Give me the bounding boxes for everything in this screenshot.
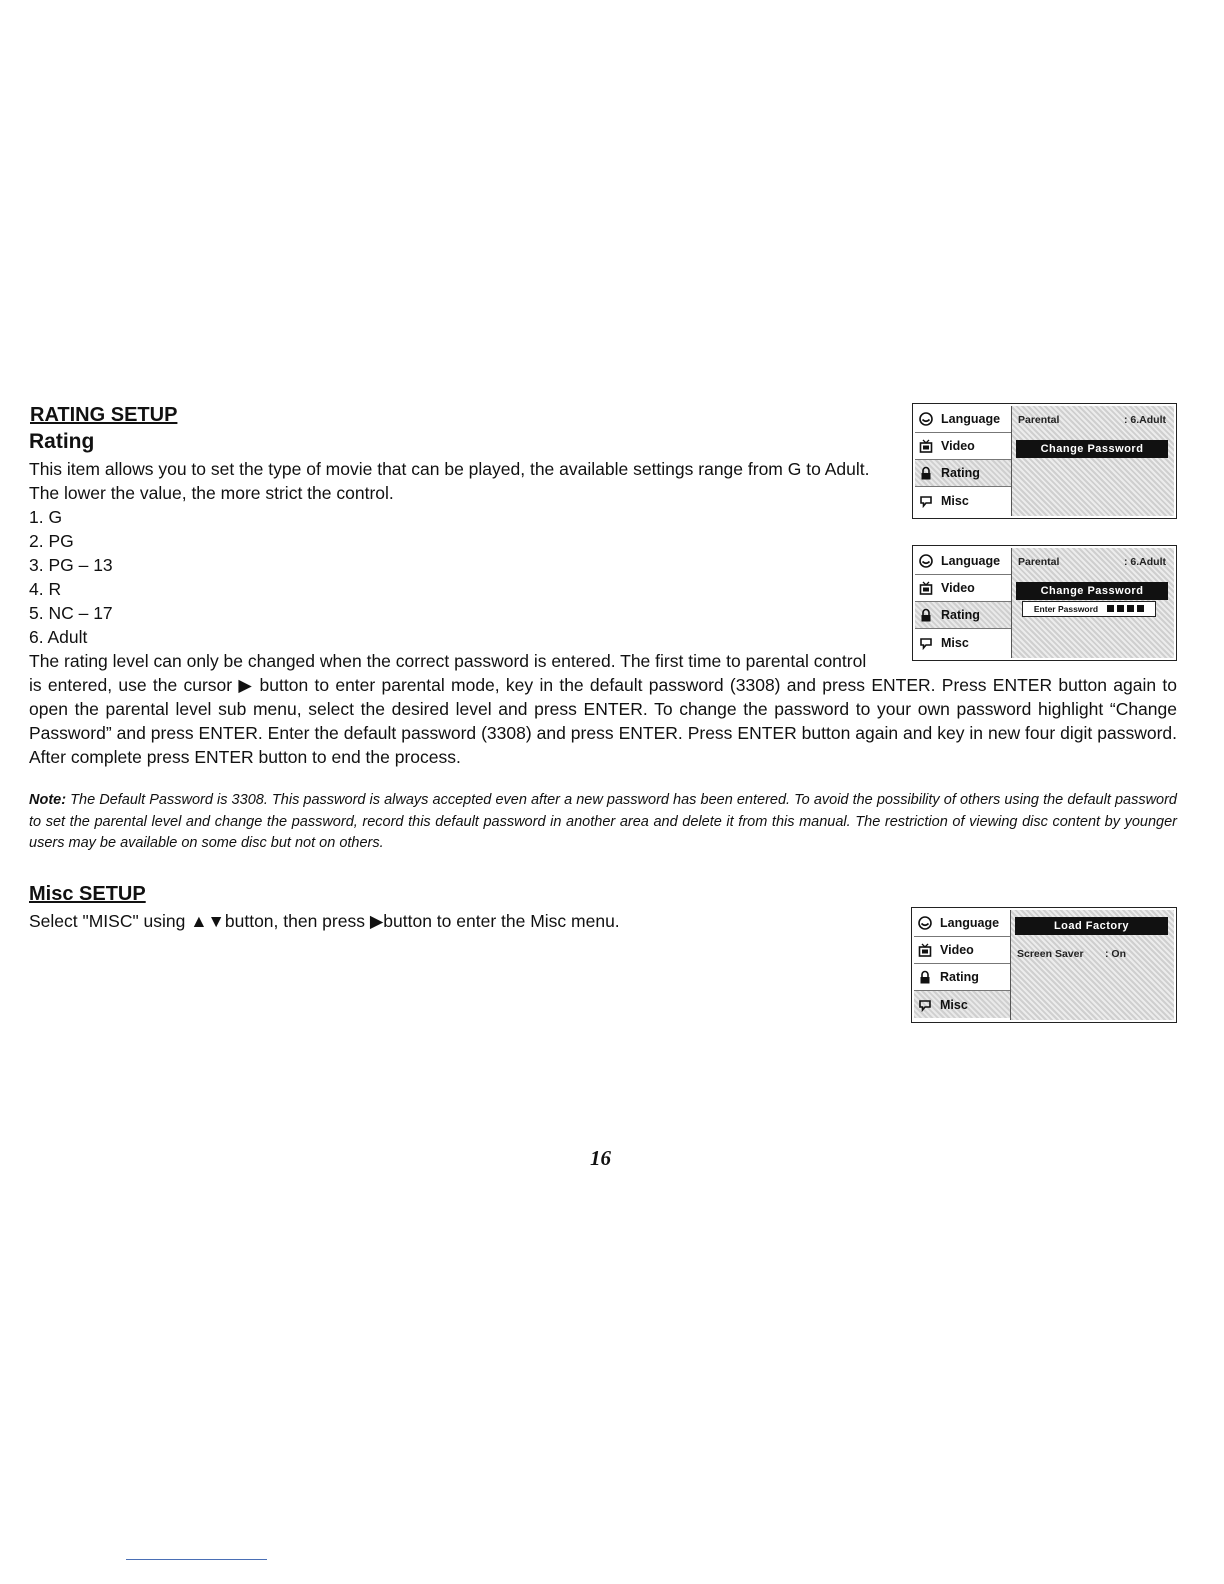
load-factory-option: Load Factory	[1015, 917, 1168, 935]
osd-password-menu	[912, 545, 1177, 661]
tv-icon	[918, 943, 932, 957]
osd-item-rating	[915, 602, 1011, 629]
screen-saver-row	[1017, 945, 1166, 963]
rating-setup-heading: RATING SETUP	[30, 404, 178, 426]
parental-label: Parental	[1018, 556, 1060, 568]
osd-item-label: Video	[940, 943, 974, 957]
osd-item-language	[914, 910, 1010, 937]
password-label: Enter Password	[1033, 604, 1099, 614]
osd-panel	[1010, 910, 1174, 1020]
screen-saver-value: : On	[1105, 948, 1126, 960]
osd-item-label: Language	[941, 412, 1001, 426]
rating-paragraph-line1: The rating level can only be changed when the correct password is entered. The first time to parental control	[29, 651, 867, 671]
language-icon	[918, 916, 932, 930]
speech-bubble-icon	[919, 494, 933, 508]
misc-instruction: Select "MISC" using ▲▼button, then press ▶button to enter the Misc menu.	[29, 911, 620, 931]
tv-icon	[919, 439, 933, 453]
osd-misc-menu	[911, 907, 1177, 1023]
osd-item-misc	[915, 487, 1011, 514]
osd-item-misc	[914, 991, 1010, 1018]
osd-item-language	[915, 406, 1011, 433]
speech-bubble-icon	[919, 636, 933, 650]
footer-divider	[126, 1559, 267, 1560]
rating-level: 6. Adult	[29, 627, 88, 647]
osd-item-language	[915, 548, 1011, 575]
osd-panel	[1011, 406, 1174, 516]
osd-item-label: Rating	[940, 970, 979, 984]
osd-sidebar	[914, 910, 1010, 1020]
osd-item-label: Rating	[941, 466, 980, 480]
osd-sidebar	[915, 406, 1011, 516]
note-label: Note:	[29, 792, 67, 808]
osd-sidebar	[915, 548, 1011, 658]
rating-level: 4. R	[29, 579, 62, 599]
parental-label: Parental	[1018, 414, 1060, 426]
parental-value: : 6.Adult	[1124, 414, 1166, 426]
language-icon	[919, 412, 933, 426]
osd-item-label: Video	[941, 439, 975, 453]
osd-panel	[1011, 548, 1174, 658]
misc-setup-heading: Misc SETUP	[29, 883, 146, 905]
rating-level: 2. PG	[29, 531, 74, 551]
password-mask	[1104, 604, 1144, 614]
lock-icon	[919, 466, 933, 480]
page-number: 16	[590, 1146, 611, 1170]
osd-item-rating	[915, 460, 1011, 487]
osd-item-label: Video	[941, 581, 975, 595]
osd-item-label: Language	[940, 916, 1000, 930]
osd-item-video	[915, 433, 1011, 460]
rating-paragraph: is entered, use the cursor ▶ button to enter parental mode, key in the default password (3308) and press ENTER. Press ENTER button again to open the parental level sub menu, select the desired level and press ENTER. To change the password to your own password highlight “Change Password” and press ENTER. Enter the default password (3308) and press ENTER. Press ENTER button again and key in new four digit password. After complete press ENTER button to end the process.	[29, 675, 1177, 767]
osd-item-video	[915, 575, 1011, 602]
osd-item-video	[914, 937, 1010, 964]
change-password-option: Change Password	[1016, 582, 1168, 600]
note-paragraph	[29, 790, 1177, 855]
rating-level: 1. G	[29, 507, 63, 527]
language-icon	[919, 554, 933, 568]
change-password-option: Change Password	[1016, 440, 1168, 458]
rating-level: 3. PG – 13	[29, 555, 113, 575]
osd-rating-menu	[912, 403, 1177, 519]
osd-item-label: Misc	[940, 997, 968, 1012]
password-entry-box	[1022, 601, 1156, 617]
screen-saver-label: Screen Saver	[1017, 948, 1084, 960]
rating-level-list	[29, 505, 113, 649]
note-text: The Default Password is 3308. This password is always accepted even after a new password has been entered. To avoid the possibility of others using the default password to set the parental level and change the password, record this default password in another area and delete it from this manual. The restriction of viewing disc content by younger users may be available on some disc but not on others.	[29, 792, 1177, 851]
rating-level: 5. NC – 17	[29, 603, 113, 623]
tv-icon	[919, 581, 933, 595]
rating-intro-line2: The lower the value, the more strict the control.	[29, 483, 394, 503]
parental-row	[1018, 553, 1166, 571]
osd-item-label: Misc	[941, 635, 969, 650]
osd-item-label: Misc	[941, 493, 969, 508]
parental-row	[1018, 411, 1166, 429]
osd-item-label: Language	[941, 554, 1001, 568]
osd-item-rating	[914, 964, 1010, 991]
parental-value: : 6.Adult	[1124, 556, 1166, 568]
lock-icon	[919, 608, 933, 622]
speech-bubble-icon	[918, 998, 932, 1012]
osd-item-misc	[915, 629, 1011, 656]
rating-intro-line1: This item allows you to set the type of movie that can be played, the available settings range from G to Adult.	[29, 459, 870, 479]
osd-item-label: Rating	[941, 608, 980, 622]
lock-icon	[918, 970, 932, 984]
rating-subheading: Rating	[29, 430, 95, 453]
